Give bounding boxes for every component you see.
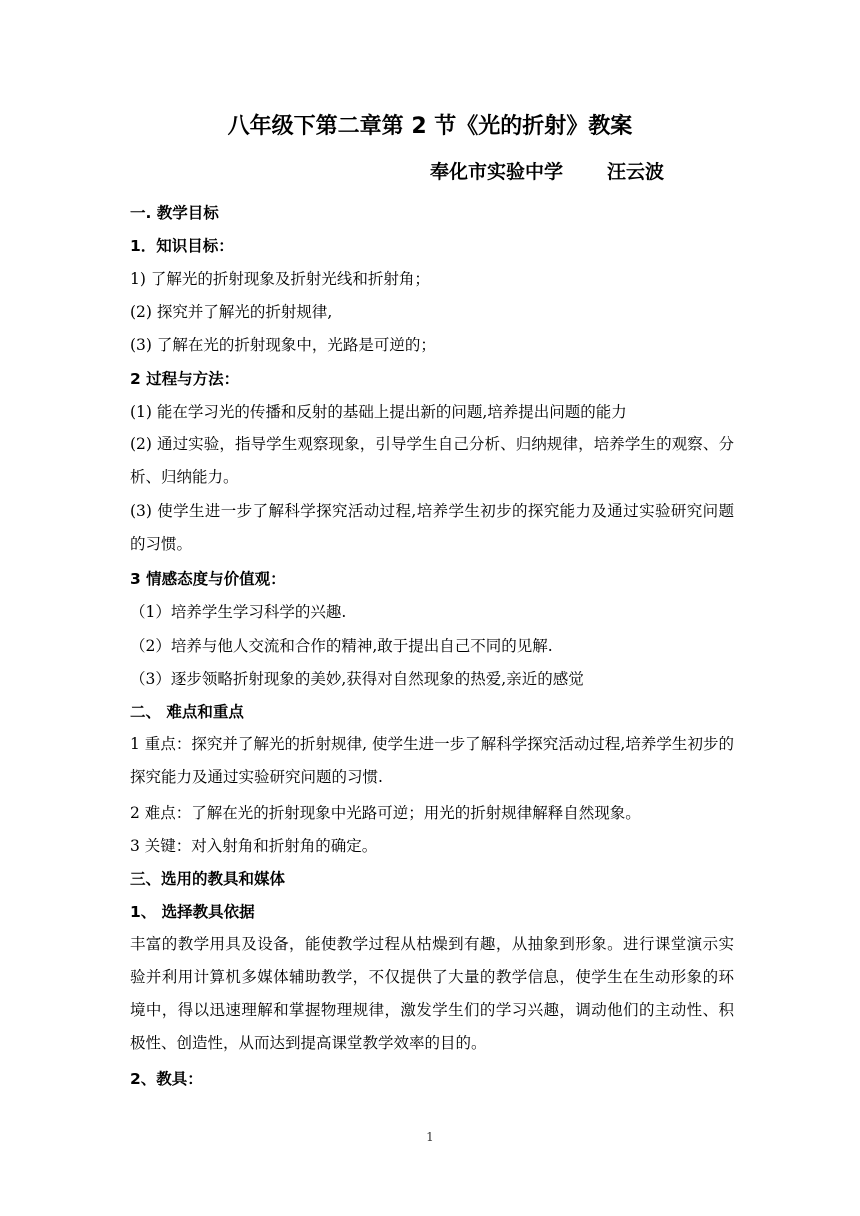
author-name: 汪云波 — [607, 161, 665, 183]
author-school: 奉化市实验中学 — [430, 161, 564, 183]
list-item: 3 关键：对入射角和折射角的确定。 — [130, 837, 378, 855]
list-item: （1）培养学生学习科学的兴趣. — [130, 603, 347, 621]
document-title: 八年级下第二章第 2 节《光的折射》教案 — [227, 114, 633, 139]
section-3-1-heading: 1、 选择教具依据 — [130, 903, 255, 921]
list-item: 1) 了解光的折射现象及折射光线和折射角； — [130, 270, 430, 288]
list-item: (2) 探究并了解光的折射规律, — [130, 303, 333, 321]
section-1-1-heading: 1．知识目标： — [130, 237, 234, 255]
section-3-1-text: 丰富的教学用具及设备，能使教学过程从枯燥到有趣，从抽象到形象。进行课堂演示实验并利用计算机多媒体辅助教学，不仅提供了大量的教学信息，使学生在生动形象的环境中，得以迅速理解和掌握物理规律，激发学生们的学习兴趣，调动他们的主动性、积极性、创造性，从而达到提高课堂教学效率的目的。 — [130, 935, 734, 1052]
list-item: (3) 了解在光的折射现象中，光路是可逆的； — [130, 336, 436, 354]
section-1-2-heading: 2 过程与方法： — [130, 370, 240, 388]
list-item: 2 难点：了解在光的折射现象中光路可逆；用光的折射规律解释自然现象。 — [130, 804, 641, 822]
list-item: (3) 使学生进一步了解科学探究活动过程,培养学生初步的探究能力及通过实验研究问题的习惯。 — [130, 502, 734, 553]
section-1-heading: 一. 教学目标 — [130, 204, 219, 222]
section-3-heading: 三、选用的教具和媒体 — [130, 870, 286, 888]
list-item: （3）逐步领略折射现象的美妙,获得对自然现象的热爱,亲近的感觉 — [130, 670, 584, 688]
list-item: (2) 通过实验，指导学生观察现象，引导学生自己分析、归纳规律，培养学生的观察、分析、归纳能力。 — [130, 435, 734, 486]
author-line — [430, 158, 664, 186]
list-item: (1) 能在学习光的传播和反射的基础上提出新的问题,培养提出问题的能力 — [130, 403, 627, 421]
list-item: （2）培养与他人交流和合作的精神,敢于提出自己不同的见解. — [130, 637, 553, 655]
section-3-2-heading: 2、教具： — [130, 1070, 203, 1088]
page-number: 1 — [426, 1130, 434, 1144]
list-item: 1 重点：探究并了解光的折射规律, 使学生进一步了解科学探究活动过程,培养学生初步的探究能力及通过实验研究问题的习惯. — [130, 735, 734, 786]
section-1-3-heading: 3 情感态度与价值观： — [130, 570, 286, 588]
section-2-heading: 二、 难点和重点 — [130, 703, 244, 721]
